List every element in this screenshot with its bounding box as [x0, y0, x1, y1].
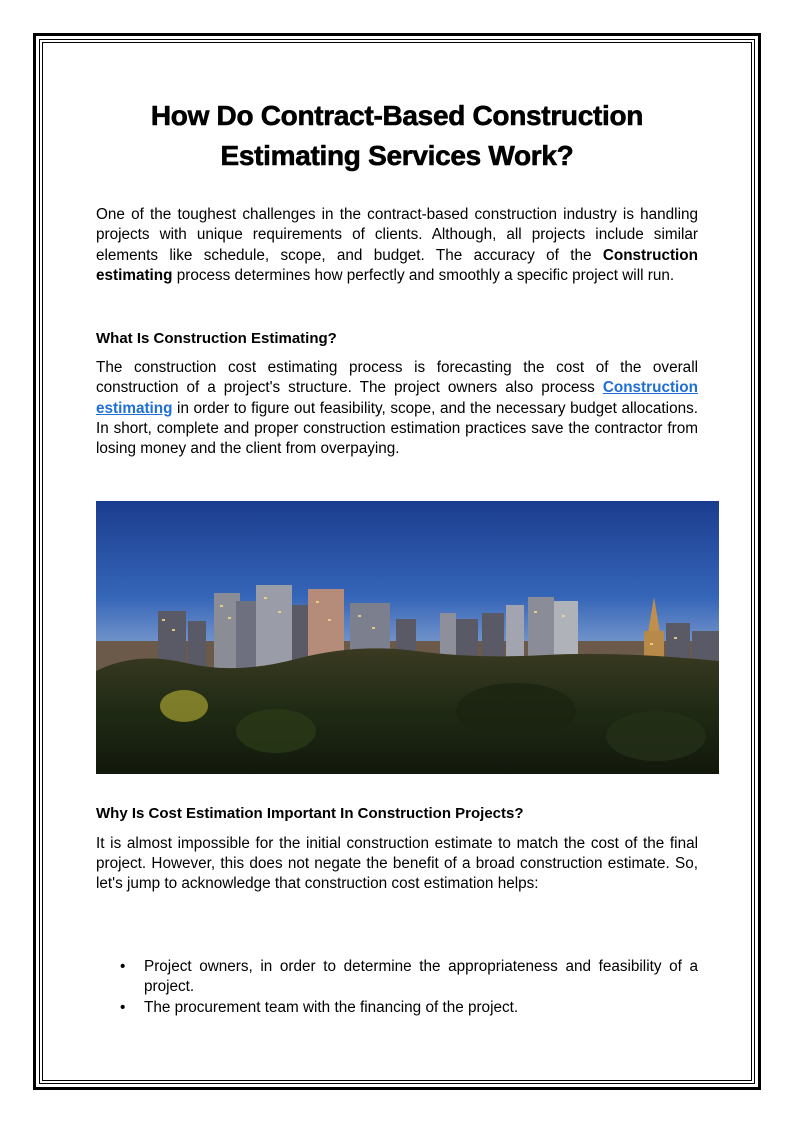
- page-title: How Do Contract-Based Construction Estimating Services Work?: [150, 100, 644, 171]
- why-paragraph: It is almost impossible for the initial construction estimate to match the cost of the final project. However, this does not negate the benefit of a broad construction estimate. So, let's jump to acknowledge that construction cost estimation helps:: [96, 834, 698, 893]
- city-skyline-photo: [96, 501, 719, 774]
- what-text-start: The construction cost estimating process is forecasting the cost of the overall construction of a project's structure. The project owners also process: [96, 359, 698, 397]
- what-heading: What Is Construction Estimating?: [96, 330, 337, 348]
- what-paragraph: [96, 358, 698, 459]
- list-item: [96, 957, 698, 998]
- intro-bold-term: Construction estimating: [96, 246, 698, 284]
- benefits-list: [96, 957, 698, 1019]
- bullet-icon: •: [120, 998, 126, 1016]
- intro-text-end: process determines how perfectly and smoothly a specific project will run.: [172, 266, 675, 284]
- construction-estimating-link[interactable]: Construction estimating: [96, 379, 698, 417]
- why-heading: Why Is Cost Estimation Important In Construction Projects?: [96, 804, 524, 822]
- bullet-icon: •: [120, 957, 126, 975]
- intro-paragraph: [96, 205, 698, 286]
- intro-text-start: One of the toughest challenges in the contract-based construction industry is handling projects with unique requirements of clients. Although, all projects include similar elements like schedule, scope, and budget. The accuracy of the: [96, 206, 698, 264]
- list-item-text: Project owners, in order to determine the appropriateness and feasibility of a project.: [144, 957, 698, 996]
- document-body: [96, 96, 698, 1018]
- list-item-text: The procurement team with the financing of the project.: [144, 998, 519, 1016]
- skyline-illustration: [96, 501, 719, 774]
- list-item: [96, 998, 698, 1019]
- what-text-end: in order to figure out feasibility, scope, and the necessary budget allocations. In short, complete and proper construction estimation practices save the contractor from losing money and the client from overpaying.: [96, 399, 698, 458]
